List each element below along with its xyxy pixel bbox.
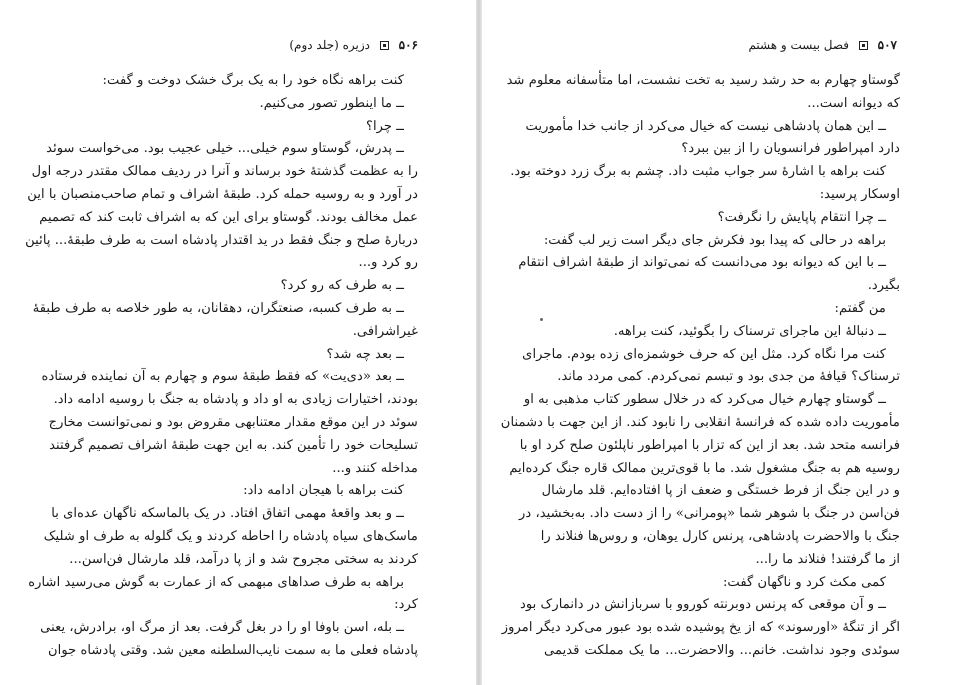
header-square-ornament-icon [859,41,868,50]
text-line: ــ با این که دیوانه بود می‌دانست که نمی‌تواند از طبقهٔ اشراف انتقام [518,255,886,271]
text-line: روسیه هم به جنگ مشغول شد. ما با قوی‌ترین ممالک قاره جنگ کرده‌ایم [509,460,900,476]
text-line: ــ دنبالهٔ این ماجرای ترسناک را بگوئید، کنت براهه. [613,323,886,339]
text-line: و در این جنگ از فرط خستگی و ضعف از پا افتاده‌ایم. قلد مارشال [541,483,900,499]
text-line: مأموریت داده شده که فرانسهٔ انقلابی را نابود کند. از این جهت با دشمنان [500,414,900,430]
text-line: براهه به طرف صداهای مبهمی که از عمارت به گوش می‌رسید اشاره [28,574,404,590]
text-line: ــ و آن موقعی که پرنس دوبرنته کوروو با سربازانش در دانمارک بود [520,597,886,613]
text-line: کرد: [394,597,418,613]
text-line: دربارهٔ صلح و جنگ فقط در ید اقتدار پادشاه است به طرف طبقهٔ... پائین [25,232,418,248]
text-line: ــ به طرف کسبه، صنعتگران، دهقانان، به طور خلاصه به طرف طبقهٔ [32,300,404,316]
text-line: ــ بعد چه شد؟ [326,346,404,362]
text-line: ترسناک؟ قیافهٔ من جدی بود و تبسم نمی‌کردم. کمی مردد ماند. [557,369,900,385]
stray-ink-dot [540,318,543,321]
text-line: ــ و بعد واقعهٔ مهمی اتفاق افتاد. در یک بالماسکه ناگهان عده‌ای با [51,506,404,522]
text-line: اوسکار پرسید: [819,186,900,202]
text-line: دارد امپراطور فرانسویان را از بین ببرد؟ [681,141,900,157]
text-line: فرانسه متحد شد. بعد از این که تزار با امپراطور ناپلئون صلح کرد او با [519,437,900,453]
text-line: رو کرد و... [358,255,418,271]
text-line: عمل مخالف بودند. گوستاو برای این که به اشراف ثابت کند که تصمیم [39,209,418,225]
text-line: غیراشرافی. [352,323,418,339]
header-square-ornament-icon [380,41,389,50]
right-page-number: ۵۰۷ [877,38,897,52]
text-line: براهه در حالی که پیدا بود فکرش جای دیگر است زیر لب گفت: [543,232,886,248]
text-line: کنت مرا نگاه کرد. مثل این که حرف خوشمزه‌ای زده بودم. ماجرای [522,346,886,362]
text-line: ــ پدرش، گوستاو سوم خیلی... خیلی عجیب بود. می‌خواست سوئد [46,141,404,157]
text-line: گوستاو چهارم به حد رشد رسید به تخت نشست، اما متأسفانه معلوم شد [506,73,900,88]
text-line: ــ گوستاو چهارم خیال می‌کرد که در خلال سطور کتاب مذهبی به او [523,392,886,408]
text-line: فن‌اسن در جنگ با شوهر شما «پومرانی» را از دست داد. به‌بخشید، در [519,506,900,522]
text-line: از ما گرفتند! فنلاند ما را... [755,551,900,567]
left-page-text-column [25,70,418,663]
text-line: پادشاه فعلی ما به سمت نایب‌السلطنه معین شد. وقتی پادشاه جوان [47,642,418,658]
text-line: ــ به طرف که رو کرد؟ [280,278,404,294]
right-page [482,0,957,685]
text-line: بگیرد. [867,278,900,294]
text-line: کمی مکث کرد و ناگهان گفت: [722,574,886,590]
text-line: ــ بعد «دی‌یت» که فقط طبقهٔ سوم و چهارم به آن نماینده فرستاده [41,369,404,385]
text-line: ــ چرا؟ [365,118,404,134]
text-line: در آورد و به روسیه حمله کرد. طبقهٔ اشراف و تمام صاحب‌منصبان با این [27,186,418,202]
text-line: سوئدی وجود نداشت. خانم... والاحضرت... ما یک مملکت قدیمی [544,642,900,658]
text-line: کردند به سختی مجروح شد و از پا درآمد، قلد مارشال فن‌اسن... [69,551,418,567]
text-line: جنگ با والاحضرت پادشاهی، پرنس کارل یوهان، و روس‌ها فنلاند را [540,528,900,544]
text-line: ــ چرا انتقام پاپایش را نگرفت؟ [717,209,886,225]
text-line: من گفتم: [834,300,886,316]
text-line: تسلیحات خود را تأمین کند. به این جهت طبقهٔ اشراف تصمیم گرفتند [49,437,418,453]
right-page-running-title: فصل بیست و هشتم [748,38,849,52]
left-page [0,0,476,685]
left-page-number: ۵۰۶ [398,38,418,52]
text-line: ــ این همان پادشاهی نیست که خیال می‌کرد از جانب خدا مأموریت [525,118,886,134]
left-page-header [289,36,418,54]
text-line: بودند، اختیارات زیادی به او داد و پادشاه به جنگ با روسیه ادامه داد. [53,392,418,408]
text-line: را به عظمت گذشتهٔ خود برساند و آنرا در ردیف ممالک مقتدر درجه اول [31,164,418,180]
text-line: ــ بله، اسن باوفا او را در بغل گرفت. بعد از مرگ او، برادرش، یعنی [40,620,404,636]
text-line: کنت براهه با اشارهٔ سر جواب مثبت داد. چشم به برگ زرد دوخته بود. [510,164,886,180]
text-line: ماسک‌های سیاه پادشاه را احاطه کردند و یک گلوله به طرف او شلیک [43,528,418,544]
text-line: که دیوانه است... [807,95,900,111]
text-line: ــ ما اینطور تصور می‌کنیم. [259,95,404,111]
left-page-running-title: دزیره (جلد دوم) [289,38,370,52]
text-line: مداخله کنند و... [332,460,418,476]
text-line: کنت براهه با هیجان ادامه داد: [243,483,404,499]
right-page-text-column [500,70,900,663]
text-line: اگر از تنگهٔ «اورسوند» که از یخ پوشیده شده بود عبور می‌کرد دیگر امروز [501,620,900,636]
right-page-header [748,36,897,54]
text-line: کنت براهه نگاه خود را به یک برگ خشک دوخت و گفت: [102,73,404,88]
text-line: سوئد در این موقع مقدار معتنابهی مقروض بود و نمی‌توانست مخارج [48,414,418,430]
